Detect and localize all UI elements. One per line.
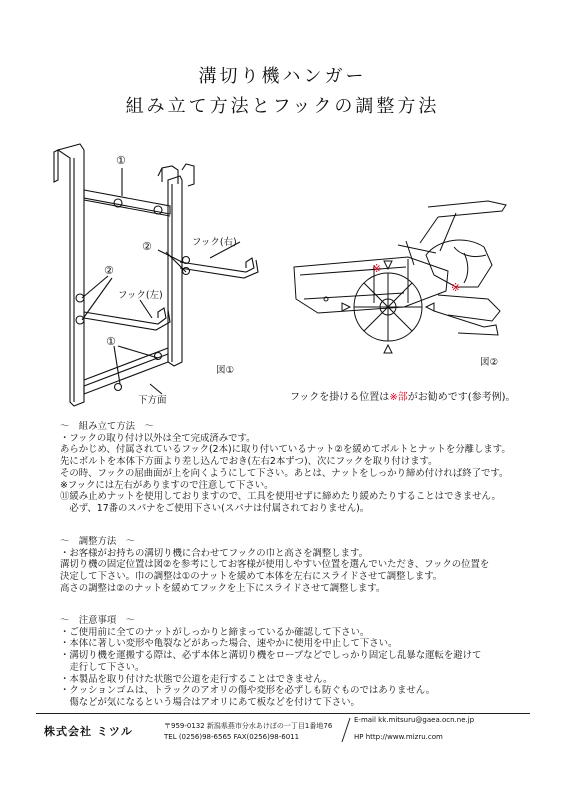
fig1-callout-2-left: ② — [104, 264, 114, 277]
adjustment-line: 決定して下さい。巾の調整は①のナットを緩めて本体を左右にスライドさせて調整します。 — [60, 571, 443, 583]
fig2-recommend-mark-1: ※ — [372, 262, 382, 275]
footer-separator — [340, 716, 352, 744]
figure-2-machine-drawing — [288, 195, 513, 360]
footer-company: 株式会社 ミツル — [44, 725, 133, 738]
notes-heading: ～ 注意事項 ～ — [60, 615, 136, 626]
notes-section — [60, 615, 530, 709]
fig2-caption-post: がお勧めです(参考例)。 — [407, 392, 516, 403]
fig1-callout-2-right: ② — [142, 240, 152, 253]
fig1-bottom-label: 下方面 — [138, 395, 167, 406]
fig2-caption-pre: フックを掛ける位置は — [290, 392, 390, 403]
footer-address: 〒959-0132 新潟県燕市分水あけぼの一丁目1番地76 — [164, 722, 333, 730]
fig2-caption-red: ※部 — [389, 392, 408, 403]
fig2-label: 図② — [480, 357, 499, 368]
notes-line: ・本体に著しい変形や亀裂などがあった場合、速やかに使用を中止して下さい。 — [60, 638, 398, 650]
fig1-callout-1-bottom: ① — [106, 335, 116, 348]
fig1-callout-1-top: ① — [116, 154, 126, 167]
adjustment-section — [60, 536, 530, 595]
adjustment-line: 溝切り機の固定位置は図②を参考にしてお客様が使用しやすい位置を選んでいただき、フックの位置を — [60, 559, 490, 571]
footer-tel-fax: TEL (0256)98-6565 FAX(0256)98-6011 — [164, 733, 300, 741]
page-subtitle: 組み立て方法とフックの調整方法 — [125, 96, 440, 117]
assembly-line: ⑪緩み止めナットを使用しておりますので、工具を使用せずに締めたり緩めたりすることはできません。 — [60, 491, 501, 503]
assembly-line: あらかじめ、付属されているフック(2本)に取り付いているナット②を緩めてボルトとナットを分離します。 — [60, 444, 511, 456]
fig1-label: 図① — [216, 365, 235, 376]
adjustment-line: 高さの調整は②のナットを緩めてフックを上下にスライドさせて調整します。 — [60, 582, 386, 594]
figure-1-hanger-drawing — [40, 140, 300, 410]
fig1-hook-right-label: フック(右) — [192, 237, 237, 248]
assembly-line: その時、フックの屈曲面が上を向くようにして下さい。あとは、ナットをしっかり締め付ければ終了です。 — [60, 467, 509, 479]
fig2-recommend-mark-2: ※ — [451, 281, 461, 294]
assembly-line: ※フックには左右がありますので注意して下さい。 — [60, 479, 274, 491]
notes-line: ・本製品を取り付けた状態で公道を走行することはできません。 — [60, 673, 333, 685]
footer-homepage[interactable]: HP http://www.mizru.com — [354, 733, 443, 741]
fig2-caption — [290, 388, 516, 403]
notes-line: 傷などが気になるという場合はアオリにあて板などを付けて下さい。 — [60, 696, 360, 708]
assembly-line: 必ず、17番のスパナをご使用下さい(スパナは付属されておりません)。 — [60, 502, 370, 514]
footer-divider — [36, 713, 530, 714]
fig1-hook-left-label: フック(左) — [118, 290, 163, 301]
page-title: 溝切り機ハンガー — [198, 66, 367, 87]
footer-email[interactable]: E-mail kk.mitsuru@gaea.ocn.ne.jp — [354, 716, 475, 724]
notes-line: ・ご使用前に全てのナットがしっかりと締まっているか確認して下さい。 — [60, 626, 370, 638]
notes-line: 走行して下さい。 — [60, 661, 145, 673]
notes-line: ・クッションゴムは、トラックのアオリの傷や変形を必ずしも防ぐものではありません。 — [60, 685, 436, 697]
assembly-line: ・フックの取り付け以外は全て完成済みです。 — [60, 432, 256, 444]
adjustment-line: ・お客様がお持ちの溝切り機に合わせてフックの巾と高さを調整します。 — [60, 547, 368, 559]
assembly-section — [60, 421, 530, 515]
assembly-heading: ～ 組み立て方法 ～ — [60, 421, 154, 432]
notes-line: ・溝切り機を運搬する際は、必ず本体と溝切り機をロープなどでしっかり固定し乱暴な運転を避けて — [60, 650, 482, 662]
adjustment-heading: ～ 調整方法 ～ — [60, 536, 136, 547]
assembly-line: 先にボルトを本体下方面より差し込んでおき(左右2本ずつ)、次にフックを取り付けます。 — [60, 456, 438, 468]
